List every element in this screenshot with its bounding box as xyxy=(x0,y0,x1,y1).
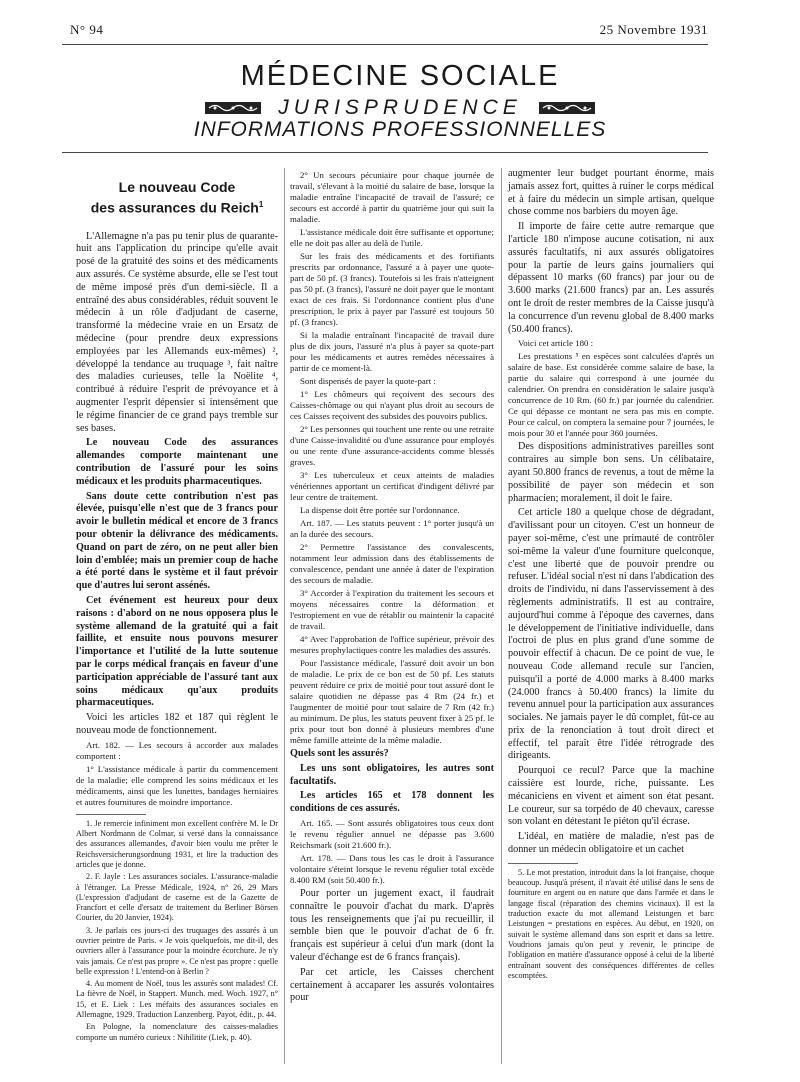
footnote: En Pologne, la nomenclature des caisses-maladies comporte un numéro curieux : Nihilitite (Liek, p. 40). xyxy=(76,1022,278,1042)
paragraph: Voici cet article 180 : xyxy=(518,338,594,349)
paragraph: 3° Accorder à l'expiration du traitement les secours et moyens nécessaires contre la déformation et l'estropiement en vue de rétablir ou maintenir la capacité de travail. xyxy=(290,588,494,631)
issue-number: N° 94 xyxy=(70,22,104,37)
title-rule xyxy=(62,152,708,153)
section-heading: Quels sont les assurés? xyxy=(290,748,389,759)
paragraph: Cet article 180 a quelque chose de dégradant, d'avilissant pour un citoyen. C'est un honneur de payer soi-même, c'est une primauté de contrôler soi-même la valeur d'une fourniture quelconque, c'est une liberté que de pouvoir prendre ou refuser. L'idéal social n'est ni dans l'abdication des droits de l'individu, ni dans l'asservissement à des règlements administratifs. Il est au contraire, aujourd'hui comme à l'époque des cavernes, dans le développement de l'initiative individuelle, dans l'octroi de plus en plus grand d'une somme de pouvoir effectif à chacun. De ce point de vue, le nouveau Code allemand recule sur l'ancien, puisqu'il a porté de 4.000 marks à 8.400 marks (24.000 francs à 50.400 francs) la limite du revenu annuel pour la participation aux assurances sociales. Ne jamais payer le dû complet, fût-ce au prix de la renonciation à tout droit direct et effectif, tel paraît être l'idée rétrograde des dirigeants. xyxy=(508,507,714,762)
header-rule xyxy=(62,44,708,45)
footnote: 3. Je parlais ces jours-ci des truquages des assurés à un ouvrier peintre de Paris. « Je vois quelquefois, me dit-il, des ouvriers aller à l'assurance pour la moindre écorchure. Je n'y vais jamais. Ce n'est pas propre ». Ce n'est pas propre : quelle belle expression ! L'entend-on à Berlin ? xyxy=(76,925,278,976)
paragraph: 4° Avec l'approbation de l'office supérieur, prévoir des mesures prophylactiques contre les maladies des assurés. xyxy=(290,634,494,655)
column-3 xyxy=(508,168,714,983)
footnote-rule xyxy=(508,863,578,864)
section-title: MÉDECINE SOCIALE xyxy=(240,60,560,92)
column-2 xyxy=(290,170,494,1007)
paragraph: Sont dispensés de payer la quote-part : xyxy=(300,376,436,386)
footnote: 5. Le mot prestation, introduit dans la loi française, choque beaucoup. Jusqu'à présent, il n'avait été utilisé dans le sens de fourniture en argent ou en nature que dans l'armée et dans le langage fiscal (réparation des chemins vicinaux). Il est la traduction exacte du mot allemand Leistungen et barc Leistungen = prestations en espèces. Au début, en 1920, on suivait le système allemand dans son esprit et dans sa lettre. Voudrions jamais qu'on peut y revenir, le principe de l'obligation en matière d'assurance opposé à celui de la liberté entraînant souvent des conséquences différentes de celles escomptées. xyxy=(508,867,714,980)
paragraph: 2° Les personnes qui touchent une rente ou une retraite d'une Caisse-invalidité ou d'une assurance pour employés ou une rente d'une assurance-accidents comme blessés graves. xyxy=(290,424,494,467)
paragraph: Pour l'assistance médicale, l'assuré doit avoir un bon de maladie. Le prix de ce bon est de 50 pf. Les statuts peuvent réduire ce prix de moitié pour tout assuré dont le salaire quotidien ne dépasse pas 4 Rm (24 fr.) et l'augmenter de moitié pour tout salaire de 7 Rm (42 fr.) au minimum. De plus, les statuts peuvent fixer à 25 pf. le prix pour tout bon donné à plusieurs membres d'une même famille atteinte de la même maladie. xyxy=(290,658,494,745)
paragraph: Art. 178. — Dans tous les cas le droit à l'assurance volontaire s'éteint lorsque le revenu régulier total excède 8.400 RM (soit 50.400 fr.). xyxy=(290,852,494,885)
footnote-rule xyxy=(76,814,146,815)
paragraph: Sur les frais des médicaments et des fortifiants prescrits par ordonnance, l'assuré a à payer une quote-part de 50 pf. (3 francs). Toutefois si les frais n'atteignent pas 50 pf. (3 francs), l'assuré ne doit payer que le montant exact de ces frais. Si l'ordonnance contient plus d'une prescription, le prix à payer par l'assuré est toujours 50 pf. (3 francs). xyxy=(290,251,494,327)
subtitle-informations: INFORMATIONS PROFESSIONNELLES xyxy=(193,118,607,141)
paragraph: 1° L'assistance médicale à partir du commencement de la maladie; elle comprend les soins médicaux et les médicaments, ainsi que les lunettes, bandages herniaires et autres fournitures de moindre importance. xyxy=(76,763,278,807)
paragraph: L'Allemagne n'a pas pu tenir plus de quarante-huit ans l'application du principe qu'elle avait posé de la gratuité des soins et des médicaments aux assurés. Ce système absurde, elle se l'est tout de même imposé près d'un demi-siècle. Il a entraîné des abus considérables, réduit souvent le médecin à un rôle d'adjudant de caserne, transformé la médecine vraie en un Ersatz de médecine (pour prendre deux expressions employées par les Allemands eux-mêmes) ², développé la tendance au truquage ³, fait naître des maladies curieuses, telle la Noëlite ⁴, contribué à réduire l'esprit de prévoyance et à augmenter l'esprit dépensier si intensément que le régime financier de ce grand pays tremble sur ses bases. xyxy=(76,230,278,434)
paragraph: Les prestations ⁵ en espèces sont calculées d'après un salaire de base. Est considérée comme salaire de base, la partie du salaire qui correspond à une journée du calendrier. On prendra en considération le salaire jusqu'à concurrence de 10 Rm. (60 fr.) par journée du calendrier. Ce qui dépasse ce montant ne sera pas mis en compte. Pour ce calcul, on comptera la semaine pour 7 journées, le mois pour 30 et l'année pour 360 journées. xyxy=(508,351,714,439)
paragraph: Art. 187. — Les statuts peuvent : 1° porter jusqu'à un an la durée des secours. xyxy=(290,518,494,539)
paragraph: Art. 165. — Sont assurés obligatoires tous ceux dont le revenu régulier annuel ne dépasse pas 3.600 Reichsmark (soit 21.600 fr.). xyxy=(290,817,494,850)
footnote: 1. Je remercie infiniment mon excellent confrère M. le Dr Albert Nordmann de Colmar, si versé dans la connaissance des assurances allemandes, d'avoir bien voulu me prêter le Reichsversicherungsordnung 1931, et lire la traduction des articles que je donne. xyxy=(76,818,278,869)
paragraph: 3° Les tuberculeux et ceux atteints de maladies vénériennes apportant un certificat d'indigent délivré par leur centre de traitement. xyxy=(290,470,494,502)
column-1 xyxy=(76,166,278,1045)
paragraph: L'idéal, en matière de maladie, n'est pas de donner un médecin obligatoire et un cachet xyxy=(508,831,714,856)
paragraph: Voici les articles 182 et 187 qui règlent le nouveau mode de fonctionnement. xyxy=(76,712,278,736)
paragraph: La dispense doit être portée sur l'ordonnance. xyxy=(300,505,460,515)
paragraph: Les articles 165 et 178 donnent les conditions de ces assurés. xyxy=(290,790,494,815)
subtitle-jurisprudence: JURISPRUDENCE xyxy=(278,96,522,119)
paragraph: Cet événement est heureux pour deux raisons : d'abord on ne nous opposera plus le système allemand de la gratuité qui a fait faillite, et ensuite nous pouvons mesurer l'importance et l'utilité de la lutte soutenue par le corps médical français en faveur d'une participation appréciable de l'assuré tant aux soins médicaux qu'aux produits pharmaceutiques. xyxy=(76,594,278,709)
paragraph: Il importe de faire cette autre remarque que l'article 180 n'impose aucune cotisation, ni aux assurés facultatifs, ni aux assurés obligatoires pour la partie de leurs gains journaliers qui dépassent 10 marks (60 francs) par jour ou de 3.600 marks (21.600 francs) par an. Les assurés ont le droit de rester membres de la Caisse jusqu'à la concurrence d'un revenu global de 8.400 marks (50.400 francs). xyxy=(508,221,714,335)
paragraph: 2° Un secours pécuniaire pour chaque journée de travail, s'élevant à la moitié du salaire de base, lorsque la maladie entraîne l'incapacité de travail de l'assuré; ce secours est accordé à partir du quatrième jour qui suit la maladie. xyxy=(290,170,494,224)
article-title: Le nouveau Code des assurances du Reich$^1$ xyxy=(90,179,264,216)
paragraph: Sans doute cette contribution n'est pas élevée, puisqu'elle n'est que de 3 francs pour avoir le bulletin médical et encore de 3 francs pour obtenir la délivrance des médicaments. Quand on part de zéro, on ne peut aller bien loin d'emblée; mais un premier coup de hache a été porté dans le système et il faut prévoir que d'autres lui seront assénés. xyxy=(76,490,278,592)
footnote: 4. Au moment de Noël, tous les assurés sont malades! Cf. La fièvre de Noël, in Stappert. Munch. med. Woch. 1927, n° 15, et E. Liek : Les méfaits des assurances sociales en Allemagne, 1929. Traduction Lanzenberg. Payot, édit., p. 44. xyxy=(76,979,278,1020)
paragraph: L'assistance médicale doit être suffisante et opportune; elle ne doit pas aller au delà de l'utile. xyxy=(290,227,494,248)
paragraph: Pour porter un jugement exact, il faudrait connaître le pouvoir d'achat du mark. D'après tous les renseignements que j'ai pu recueillir, il semble bien que le pouvoir d'achat de 6 fr. français est supérieur à celui d'un mark (dont la valeur d'échange est de 6 francs français). xyxy=(290,887,494,963)
paragraph: Les uns sont obligatoires, les autres sont facultatifs. xyxy=(290,762,494,787)
issue-date: 25 Novembre 1931 xyxy=(599,22,708,37)
paragraph: Si la maladie entraînant l'incapacité de travail dure plus de dix jours, l'assuré n'a plus à payer sa quote-part pour les médicaments et autres remèdes nécessaires à partir de ce moment-là. xyxy=(290,330,494,373)
paragraph: Art. 182. — Les secours à accorder aux malades comportent : xyxy=(76,739,278,761)
footnote: 2. F. Jayle : Les assurances sociales. L'assurance-maladie à l'étranger. La Presse Médicale, 1924, n° 26, 29 Mars (L'expression d'adjudant de caserne est de la Gazette de Francfort et celle d'ersatz de traitement du Berliner Börsen Courier, du 20 Janvier, 1924). xyxy=(76,872,278,923)
paragraph: 1° Les chômeurs qui reçoivent des secours des Caisses-chômage ou qui n'ayant plus droit au secours de ces Caisses reçoivent des subsides des pouvoirs publics. xyxy=(290,389,494,421)
paragraph: 2° Permettre l'assistance des convalescents, notamment leur admission dans des établissements de convalescence, pendant une année à dater de l'expiration des secours de maladie. xyxy=(290,542,494,585)
column-separator xyxy=(501,168,502,1064)
paragraph: Pourquoi ce recul? Parce que la machine caissière est lourde, riche, puissante. Les mécaniciens en vivent et aiment son état pesant. Le coureur, sur sa torpédo de 40 chevaux, caresse son volant en détestant le piéton qu'il écrase. xyxy=(508,765,714,828)
paragraph: Le nouveau Code des assurances allemandes comporte maintenant une contribution de l'assuré pour les soins médicaux et les produits pharmaceutiques. xyxy=(76,437,278,487)
paragraph: Des dispositions administratives pareilles sont contraires au simple bon sens. Un célibataire, ayant 50.800 francs de revenus, a tout de même la possibilité de payer son médecin et son pharmacien; moralement, il doit le faire. xyxy=(508,441,714,504)
paragraph: augmenter leur budget pourtant énorme, mais jamais assez fort, quittes à ruiner le corps médical et à faire du médecin un simple artisan, quelque chose comme nos barbiers du moyen âge. xyxy=(508,168,714,218)
paragraph: Par cet article, les Caisses cherchent certainement à accaparer les assurés volontaires pour xyxy=(290,966,494,1004)
column-separator xyxy=(284,168,285,1064)
